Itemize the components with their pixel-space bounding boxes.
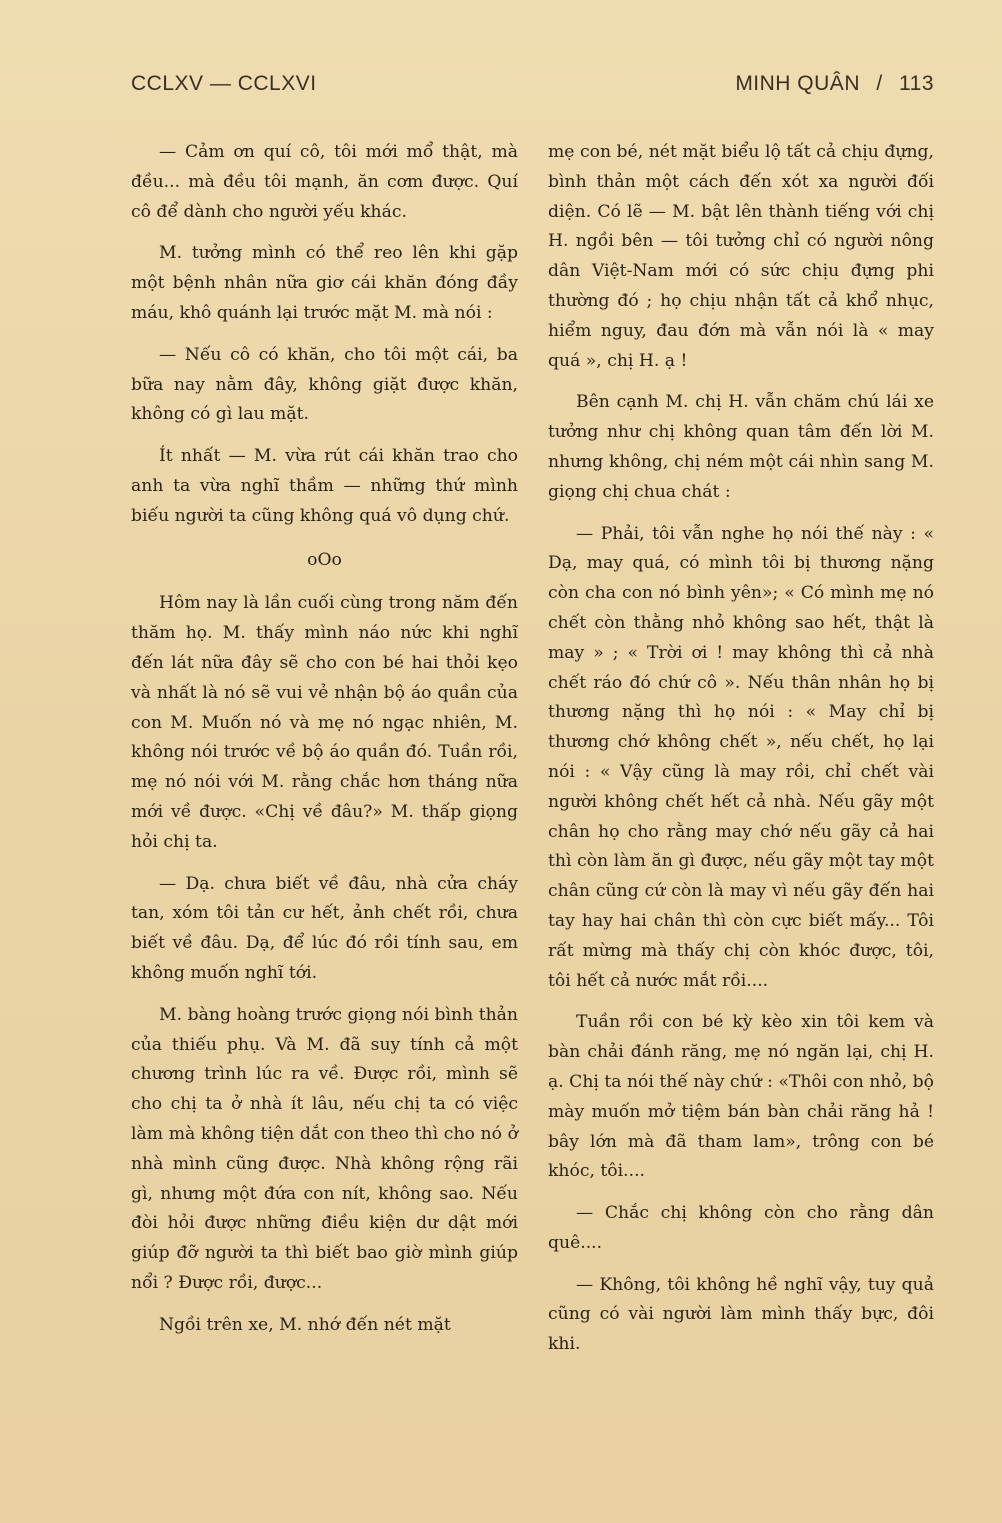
paragraph: M. bàng hoàng trước giọng nói bình thản của thiếu phụ. Và M. đã suy tính cả một chương trình lúc ra về. Được rồi, mình sẽ cho chị ta ở nhà ít lâu, nếu chị ta có việc làm mà không tiện dắt con theo thì cho nó ở nhà mình cũng được. Nhà không rộng rãi gì, nhưng một đứa con nít, không sao. Nếu đòi hỏi được những điều kiện dư dật mới giúp đỡ người ta thì biết bao giờ mình giúp nổi ? Được rồi, được... bbox=[131, 1004, 518, 1293]
header-separator: / bbox=[876, 72, 883, 95]
author-name: MINH QUÂN bbox=[735, 72, 860, 95]
paragraph: — Phải, tôi vẫn nghe họ nói thế này : « Dạ, may quá, có mình tôi bị thương nặng còn cha con nó bình yên»; « Có mình mẹ nó chết còn thằng nhỏ không sao hết, thật là may » ; « Trời ơi ! may không thì cả nhà chết ráo đó chứ cô ». Nếu thân nhân họ bị thương nặng thì họ nói : « May chỉ bị thương chớ không chết », nếu chết, họ lại nói : « Vậy cũng là may rồi, chỉ chết vài người không chết hết cả nhà. Nếu gãy một chân họ cho rằng may chớ nếu gãy cả hai thì còn làm ăn gì được, nếu gãy một tay một chân cũng cứ còn là may vì nếu gãy đến hai tay hay hai chân thì còn cực biết mấy... Tôi rất mừng mà thấy chị còn khóc được, tôi, tôi hết cả nước mắt rồi.... bbox=[548, 523, 934, 991]
paragraph: — Dạ. chưa biết về đâu, nhà cửa cháy tan, xóm tôi tản cư hết, ảnh chết rồi, chưa biết về đâu. Dạ, để lúc đó rồi tính sau, em không muốn nghĩ tới. bbox=[131, 873, 518, 983]
running-header bbox=[131, 72, 934, 96]
paragraph: — Nếu cô có khăn, cho tôi một cái, ba bữa nay nằm đây, không giặt được khăn, không có gì lau mặt. bbox=[131, 344, 518, 425]
section-numbers: CCLXV — CCLXVI bbox=[131, 72, 317, 95]
paragraph: Ít nhất — M. vừa rút cái khăn trao cho anh ta vừa nghĩ thầm — những thứ mình biếu người ta cũng không quá vô dụng chứ. bbox=[131, 446, 518, 526]
page-number: 113 bbox=[899, 72, 934, 95]
paragraph: — Chắc chị không còn cho rằng dân quê.... bbox=[548, 1203, 934, 1253]
right-column bbox=[548, 138, 934, 1372]
paragraph: Hôm nay là lần cuối cùng trong năm đến thăm họ. M. thấy mình náo nức khi nghĩ đến lát nữa đây sẽ cho con bé hai thỏi kẹo và nhất là nó sẽ vui vẻ nhận bộ áo quần của con M. Muốn nó và mẹ nó ngạc nhiên, M. không nói trước về bộ áo quần đó. Tuần rồi, mẹ nó nói với M. rằng chắc hơn tháng nữa mới về được. «Chị về đâu?» M. thấp giọng hỏi chị ta. bbox=[131, 593, 518, 852]
paragraph: — Cảm ơn quí cô, tôi mới mổ thật, mà đều... mà đều tôi mạnh, ăn cơm được. Quí cô để dành cho người yếu khác. bbox=[131, 142, 518, 222]
author-page bbox=[725, 72, 934, 96]
paragraph: Ngồi trên xe, M. nhớ đến nét mặt bbox=[159, 1314, 451, 1335]
paragraph: mẹ con bé, nét mặt biểu lộ tất cả chịu đựng, bình thản một cách đến xót xa người đối diện. Có lẽ — M. bật lên thành tiếng với chị H. ngồi bên — tôi tưởng chỉ có người nông dân Việt-Nam mới có sức chịu đựng phi thường đó ; họ chịu nhận tất cả khổ nhục, hiểm nguy, đau đớn mà vẫn nói là « may quá », chị H. ạ ! bbox=[548, 142, 934, 371]
section-break: oOo bbox=[307, 549, 342, 570]
paragraph: — Không, tôi không hề nghĩ vậy, tuy quả cũng có vài người làm mình thấy bực, đôi khi. bbox=[548, 1274, 934, 1355]
left-column bbox=[131, 138, 518, 1352]
paragraph: Tuần rồi con bé kỳ kèo xin tôi kem và bàn chải đánh răng, mẹ nó ngăn lại, chị H. ạ. Chị ta nói thế này chứ : «Thôi con nhỏ, bộ mày muốn mở tiệm bán bàn chải răng hả ! bây lớn mà đã tham lam», trông con bé khóc, tôi.... bbox=[548, 1012, 934, 1182]
paragraph: M. tưởng mình có thể reo lên khi gặp một bệnh nhân nữa giơ cái khăn đóng đầy máu, khô quánh lại trước mặt M. mà nói : bbox=[131, 243, 518, 323]
paragraph: Bên cạnh M. chị H. vẫn chăm chú lái xe tưởng như chị không quan tâm đến lời M. nhưng không, chị ném một cái nhìn sang M. giọng chị chua chát : bbox=[548, 392, 934, 502]
